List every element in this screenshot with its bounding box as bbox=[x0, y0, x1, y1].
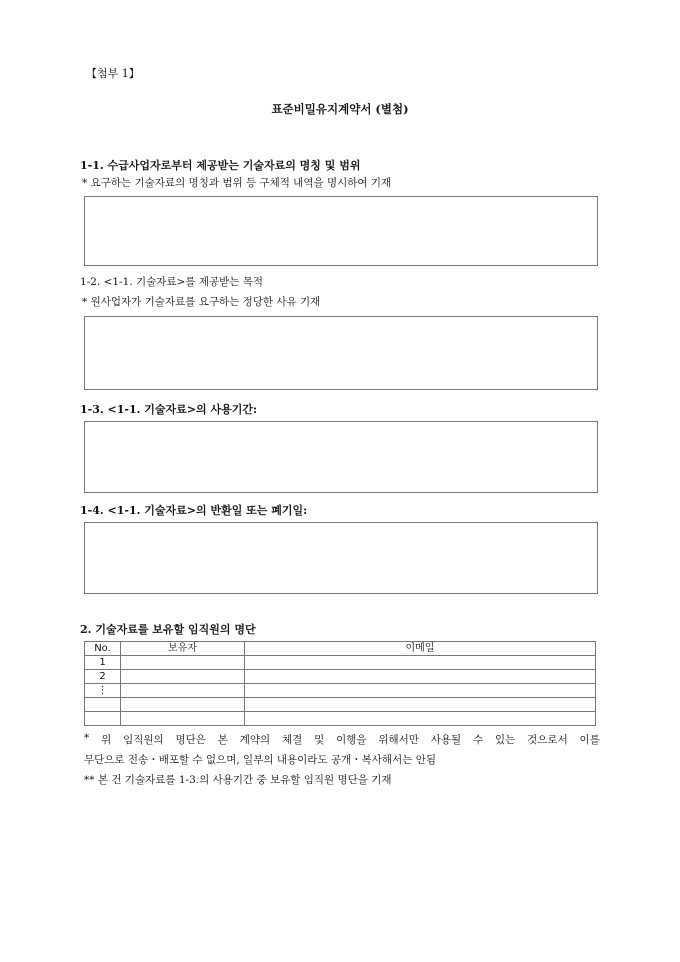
section-1-1-note: * 요구하는 기술자료의 명칭과 범위 등 구체적 내역을 명시하여 기재 bbox=[82, 177, 392, 189]
note-word: 명단은 bbox=[175, 734, 206, 746]
section-2-heading: 2. 기술자료를 보유할 임직원의 명단 bbox=[80, 623, 256, 636]
email-cell[interactable] bbox=[245, 712, 596, 726]
note-word: 계약의 bbox=[239, 734, 271, 746]
table-row bbox=[85, 684, 596, 698]
holder-cell[interactable] bbox=[121, 698, 245, 712]
section-1-1-heading: 1-1. 수급사업자로부터 제공받는 기술자료의 명칭 및 범위 bbox=[80, 159, 361, 172]
note-word: 본 bbox=[217, 734, 228, 746]
table-row bbox=[85, 670, 596, 684]
table-row bbox=[85, 712, 596, 726]
row-number bbox=[85, 712, 121, 726]
row-number: ⋮ bbox=[85, 684, 121, 698]
note-word: 이행을 bbox=[336, 734, 367, 746]
email-cell[interactable] bbox=[245, 656, 596, 670]
note-word: 및 bbox=[314, 734, 325, 746]
section-1-2-note: * 원사업자가 기술자료를 요구하는 정당한 사유 기재 bbox=[82, 296, 321, 308]
note-word: 이를 bbox=[579, 734, 600, 746]
section-1-4-heading: 1-4. <1-1. 기술자료>의 반환일 또는 폐기일: bbox=[80, 504, 308, 517]
section-1-3-input-box[interactable] bbox=[84, 421, 598, 493]
note-word: 위 bbox=[101, 734, 112, 746]
staff-list-table bbox=[84, 641, 596, 726]
document-title: 표준비밀유지계약서 (별첨) bbox=[271, 102, 409, 116]
row-number: 2 bbox=[85, 670, 121, 684]
section-1-2-heading: 1-2. <1-1. 기술자료>를 제공받는 목적 bbox=[80, 276, 264, 288]
email-cell[interactable] bbox=[245, 698, 596, 712]
note-word: 임직원의 bbox=[123, 734, 164, 746]
section-1-1-input-box[interactable] bbox=[84, 196, 598, 266]
row-number: 1 bbox=[85, 656, 121, 670]
note-word: 것으로서 bbox=[527, 734, 568, 746]
staff-list-note-2: ** 본 건 기술자료를 1-3.의 사용기간 중 보유할 임직원 명단을 기재 bbox=[84, 774, 392, 786]
holder-cell[interactable] bbox=[121, 712, 245, 726]
section-1-4-input-box[interactable] bbox=[84, 522, 598, 594]
table-row bbox=[85, 698, 596, 712]
note-word: 있는 bbox=[495, 734, 516, 746]
holder-cell[interactable] bbox=[121, 684, 245, 698]
row-number bbox=[85, 698, 121, 712]
email-cell[interactable] bbox=[245, 684, 596, 698]
note-word: 위해서만 bbox=[378, 734, 419, 746]
holder-cell[interactable] bbox=[121, 670, 245, 684]
table-row bbox=[85, 656, 596, 670]
table-header-row bbox=[85, 642, 596, 656]
attachment-label: 【첨부 1】 bbox=[86, 67, 140, 80]
column-header-no: No. bbox=[85, 642, 121, 656]
email-cell[interactable] bbox=[245, 670, 596, 684]
note-word: * bbox=[84, 732, 90, 744]
column-header-holder: 보유자 bbox=[121, 642, 245, 656]
note-word: 수 bbox=[473, 734, 484, 746]
column-header-email: 이메일 bbox=[245, 642, 596, 656]
section-1-3-heading: 1-3. <1-1. 기술자료>의 사용기간: bbox=[80, 403, 258, 416]
note-word: 사용될 bbox=[430, 734, 462, 746]
staff-list-note-1 bbox=[84, 732, 600, 747]
section-1-2-input-box[interactable] bbox=[84, 316, 598, 390]
note-word: 체결 bbox=[281, 734, 303, 746]
holder-cell[interactable] bbox=[121, 656, 245, 670]
staff-list-note-1-line-2: 무단으로 전송・배포할 수 없으며, 일부의 내용이라도 공개・복사해서는 안됨 bbox=[84, 754, 436, 766]
